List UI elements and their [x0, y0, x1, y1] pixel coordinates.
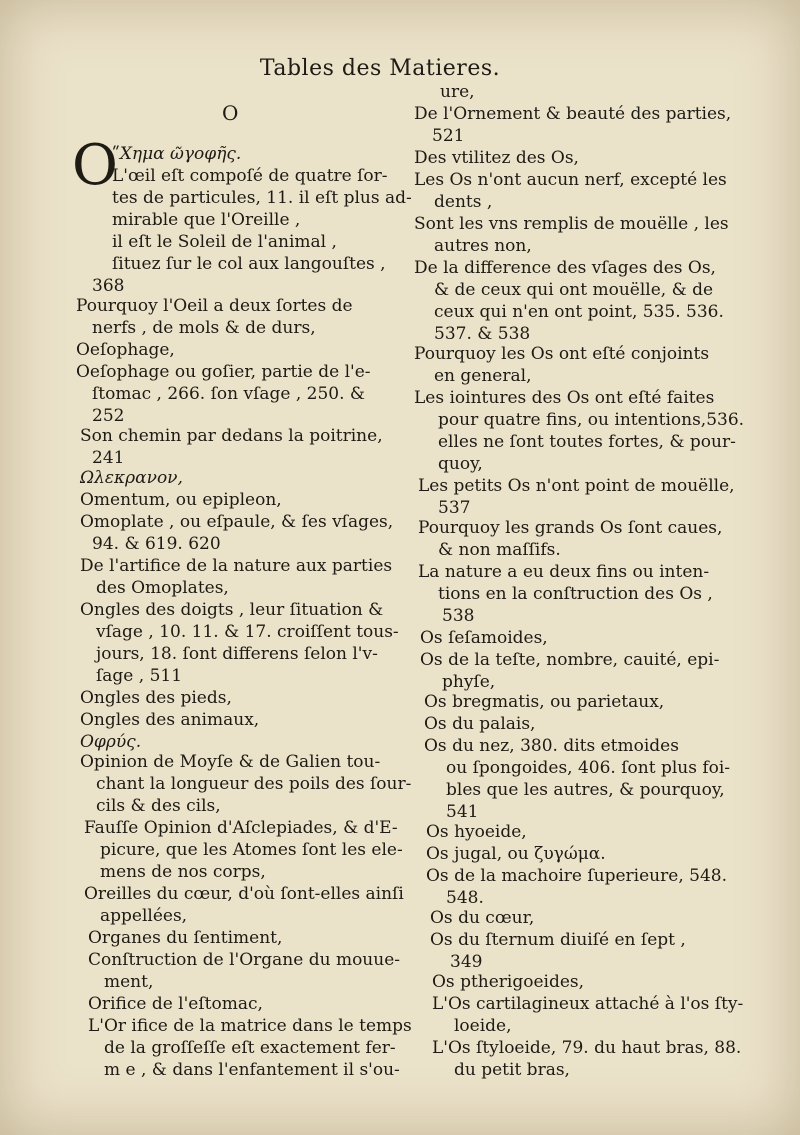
index-entry-text: Omoplate , ou eſpaule, & ſes vſages, — [80, 512, 394, 532]
index-entry-text: cils & des cils, — [96, 796, 221, 816]
index-entry-text: De la difference des vſages des Os, — [414, 258, 716, 278]
index-entry-text: autres non, — [434, 236, 532, 256]
index-entry-text: & non maſſifs. — [438, 540, 561, 560]
index-entry-text: Os du cœur, — [430, 908, 535, 928]
index-entry-text: 521 — [432, 126, 465, 146]
index-entry-text: Οφρύς. — [80, 732, 142, 752]
index-entry-text: 538 — [442, 606, 475, 626]
index-entry-text: Fauſſe Opinion d'Aſclepiades, & d'E- — [84, 818, 398, 838]
index-entry-text: tions en la conſtruction des Os , — [438, 584, 713, 604]
index-entry-text: Os ptherigoeides, — [432, 972, 585, 992]
index-entry-text: 252 — [92, 406, 125, 426]
index-entry-text: phyſe, — [442, 672, 496, 692]
index-entry-text: Pourquoy les grands Os ſont caues, — [418, 518, 723, 538]
index-entry-text: ceux qui n'en ont point, 535. 536. — [434, 302, 724, 322]
index-entry-text: 548. — [446, 888, 484, 908]
index-entry-text: Os bregmatis, ou parietaux, — [424, 692, 665, 712]
index-entry-text: ʺΧημα ῶγοφῆς. — [112, 144, 242, 164]
index-entry-text: pour quatre fins, ou intentions,536. — [438, 410, 745, 430]
index-entry-text: L'Or ifice de la matrice dans le temps — [88, 1016, 412, 1036]
index-entry-text: L'œil eſt compoſé de quatre ſor- — [112, 166, 388, 186]
index-entry-text: Os ſeſamoides, — [420, 628, 548, 648]
index-entry-text: Des vtilitez des Os, — [414, 148, 579, 168]
index-entry-text: Os de la machoire ſuperieure, 548. — [426, 866, 727, 886]
index-entry-text: elles ne ſont toutes fortes, & pour- — [438, 432, 736, 452]
index-entry-text: picure, que les Atomes ſont les ele- — [100, 840, 403, 860]
index-entry-text: appellées, — [100, 906, 188, 926]
index-entry-text: Les petits Os n'ont point de mouëlle, — [418, 476, 735, 496]
index-entry-text: 349 — [450, 952, 483, 972]
drop-cap: O — [72, 133, 118, 198]
index-entry-text: Os du palais, — [424, 714, 536, 734]
index-entry-text: Les Os n'ont aucun nerf, excepté les — [414, 170, 727, 190]
index-entry-text: 537. & 538 — [434, 324, 531, 344]
index-entry-text: Omentum, ou epipleon, — [80, 490, 282, 510]
index-entry-text: jours, 18. ſont differens ſelon l'v- — [96, 644, 378, 664]
index-entry-text: De l'Ornement & beauté des parties, — [414, 104, 732, 124]
index-entry-text: Pourquoy l'Oeil a deux ſortes de — [76, 296, 353, 316]
index-entry-text: de la groſſeſſe eſt exactement fer- — [104, 1038, 396, 1058]
index-entry-text: Conſtruction de l'Organe du mouue- — [88, 950, 401, 970]
index-entry-text: en general, — [434, 366, 532, 386]
index-entry-text: mirable que l'Oreille , — [112, 210, 301, 230]
index-entry-text: L'Os cartilagineux attaché à l'os ſty- — [432, 994, 744, 1014]
page-title: Tables des Matieres. — [259, 56, 501, 81]
index-entry-text: 368 — [92, 276, 125, 296]
index-entry-text: Pourquoy les Os ont eſté conjoints — [414, 344, 710, 364]
index-entry-text: quoy, — [438, 454, 483, 474]
index-entry-text: Oreilles du cœur, d'où ſont-elles ainſi — [84, 884, 404, 904]
index-entry-text: Os hyoeide, — [426, 822, 527, 842]
index-entry-text: mens de nos corps, — [100, 862, 266, 882]
index-entry-text: du petit bras, — [454, 1060, 570, 1080]
index-entry-text: Os du ſternum diuiſé en ſept , — [430, 930, 686, 950]
index-entry-text: Os jugal, ou ζυγώμα. — [426, 844, 606, 864]
index-entry-text: bles que les autres, & pourquoy, — [446, 780, 725, 800]
section-letter: O — [222, 101, 239, 125]
index-entry-text: des Omoplates, — [96, 578, 229, 598]
index-entry-text: Les iointures des Os ont eſté faites — [414, 388, 715, 408]
index-entry-text: Ongles des animaux, — [80, 710, 260, 730]
index-entry-text: Ωλεκρανον, — [80, 468, 183, 488]
index-entry-text: Orifice de l'eſtomac, — [88, 994, 263, 1014]
index-entry-text: De l'artifice de la nature aux parties — [80, 556, 393, 576]
index-entry-text: Opinion de Moyſe & de Galien tou- — [80, 752, 381, 772]
index-entry-text: ſage , 511 — [96, 666, 183, 686]
index-entry-text: chant la longueur des poils des ſour- — [96, 774, 412, 794]
index-entry-text: Ongles des pieds, — [80, 688, 232, 708]
index-entry-text: ou ſpongoides, 406. ſont plus foi- — [446, 758, 731, 778]
index-entry-text: tes de particules, 11. il eſt plus ad- — [112, 188, 412, 208]
index-entry-text: Son chemin par dedans la poitrine, — [80, 426, 383, 446]
index-entry-text: ure, — [440, 82, 475, 102]
index-entry-text: 241 — [92, 448, 125, 468]
index-entry-text: ſituez ſur le col aux langouſtes , — [112, 254, 386, 274]
index-entry-text: Oeſophage, — [76, 340, 175, 360]
index-entry-text: La nature a eu deux fins ou inten- — [418, 562, 710, 582]
index-entry-text: 94. & 619. 620 — [92, 534, 221, 554]
index-entry-text: ment, — [104, 972, 154, 992]
index-entry-text: 537 — [438, 498, 471, 518]
index-entry-text: 541 — [446, 802, 479, 822]
index-entry-text: Os du nez, 380. dits etmoides — [424, 736, 679, 756]
index-entry-text: vſage , 10. 11. & 17. croiſſent tous- — [96, 622, 399, 642]
index-entry-text: Sont les vns remplis de mouëlle , les — [414, 214, 729, 234]
index-entry-text: nerfs , de mols & de durs, — [92, 318, 316, 338]
index-entry-text: Organes du ſentiment, — [88, 928, 283, 948]
index-entry-text: loeide, — [454, 1016, 512, 1036]
index-entry-text: ſtomac , 266. ſon vſage , 250. & — [92, 384, 366, 404]
index-entry-text: Oeſophage ou goſier, partie de l'e- — [76, 362, 371, 382]
index-entry-text: Ongles des doigts , leur ſituation & — [80, 600, 384, 620]
index-entry-text: Os de la teſte, nombre, cauité, epi- — [420, 650, 720, 670]
index-entry-text: m e , & dans l'enfantement il s'ou- — [104, 1060, 400, 1080]
index-entry-text: dents , — [434, 192, 493, 212]
index-entry-text: L'Os ſtyloeide, 79. du haut bras, 88. — [432, 1038, 742, 1058]
index-entry-text: il eſt le Soleil de l'animal , — [112, 232, 337, 252]
index-entry-text: & de ceux qui ont mouëlle, & de — [434, 280, 714, 300]
